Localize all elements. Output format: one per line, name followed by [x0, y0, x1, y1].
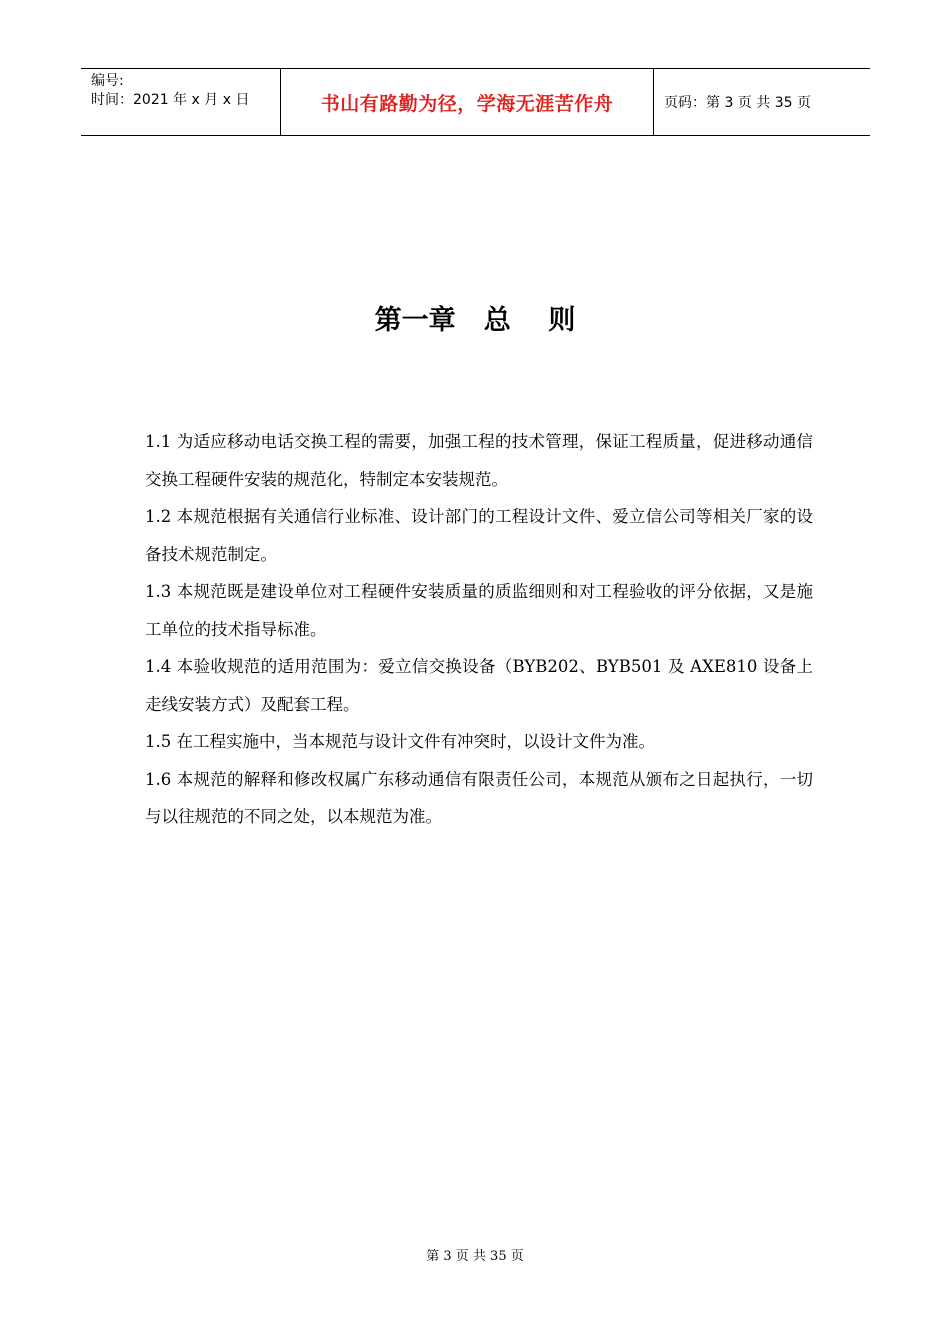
clause-1-6: 1.6 本规范的解释和修改权属广东移动通信有限责任公司，本规范从颁布之日起执行，一切与以往规范的不同之处，以本规范为准。 — [145, 769, 813, 826]
clause-1-1: 1.1 为适应移动电话交换工程的需要，加强工程的技术管理，保证工程质量，促进移动通信交换工程硬件安装的规范化，特制定本安装规范。 — [145, 432, 813, 489]
header-meta-cell — [81, 69, 281, 135]
chapter-title: 第一章 总 则 — [374, 305, 576, 336]
document-header — [81, 68, 870, 136]
header-motto-cell — [281, 69, 654, 135]
document-number-label: 编号: — [91, 73, 124, 89]
header-page-cell — [654, 69, 870, 135]
clause-1-3: 1.3 本规范既是建设单位对工程硬件安装质量的质监细则和对工程验收的评分依据，又是施工单位的技术指导标准。 — [145, 582, 813, 639]
clause-1-2: 1.2 本规范根据有关通信行业标准、设计部门的工程设计文件、爱立信公司等相关厂家的设备技术规范制定。 — [145, 507, 813, 564]
clause-1-4: 1.4 本验收规范的适用范围为：爱立信交换设备（BYB202、BYB501 及 AXE810 设备上走线安装方式）及配套工程。 — [145, 657, 813, 714]
header-motto: 书山有路勤为径，学海无涯苦作舟 — [320, 92, 614, 115]
document-date: 时间：2021 年 x 月 x 日 — [91, 92, 250, 108]
clause-1-5: 1.5 在工程实施中，当本规范与设计文件有冲突时，以设计文件为准。 — [145, 732, 655, 751]
page-footer: 第 3 页 共 35 页 — [426, 1249, 524, 1264]
header-page-info: 页码：第 3 页 共 35 页 — [664, 95, 811, 111]
document-body — [145, 423, 813, 836]
